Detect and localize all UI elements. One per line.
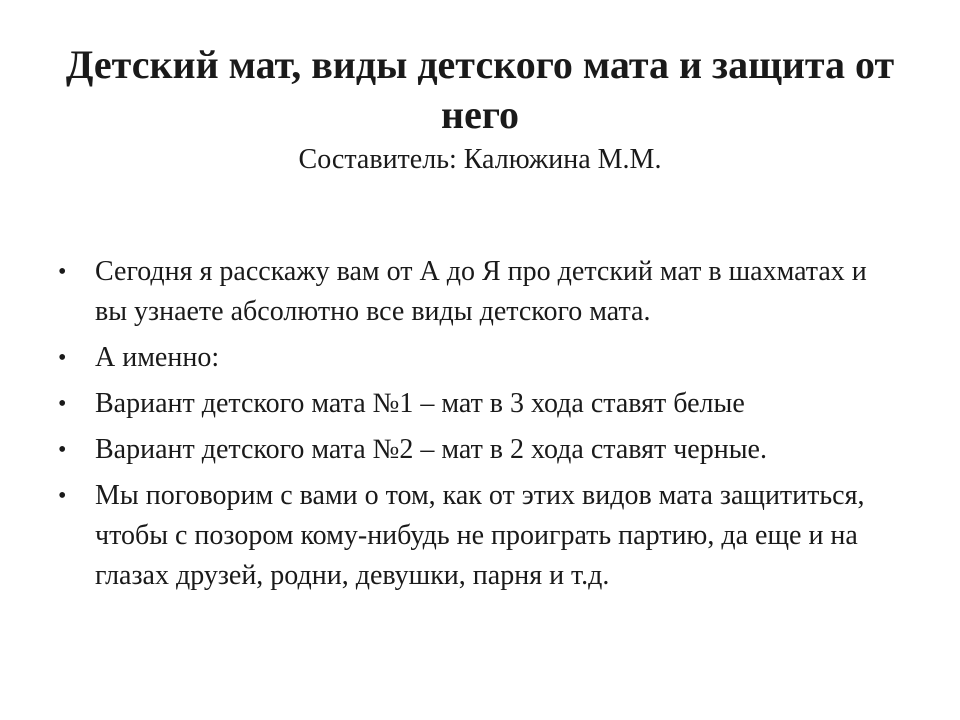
bullet-text: А именно:: [95, 342, 220, 373]
bullet-text: Вариант детского мата №2 – мат в 2 хода ставят черные.: [95, 434, 767, 465]
bullet-item: [58, 338, 878, 378]
bullet-icon: •: [58, 345, 67, 371]
title-block: [40, 40, 920, 180]
bullet-icon: •: [58, 437, 67, 463]
bullet-text: Мы поговорим с вами о том, как от этих видов мата защититься, чтобы с позором кому-нибудь не проиграть партию, да еще и на глазах друзей, родни, девушки, парня и т.д.: [95, 480, 865, 591]
bullet-item: [58, 252, 878, 332]
bullet-item: [58, 476, 878, 596]
bullet-text: Сегодня я расскажу вам от А до Я про детский мат в шахматах и вы узнаете абсолютно все виды детского мата.: [95, 256, 867, 327]
slide-subtitle: Составитель: Калюжина М.М.: [298, 144, 662, 175]
bullet-icon: •: [58, 391, 67, 417]
bullet-text: Вариант детского мата №1 – мат в 3 хода ставят белые: [95, 388, 745, 419]
bullet-icon: •: [58, 259, 67, 285]
bullet-list: [58, 252, 878, 602]
slide-title: Детский мат, виды детского мата и защита от него: [65, 42, 895, 137]
bullet-icon: •: [58, 483, 67, 509]
bullet-item: [58, 384, 878, 424]
bullet-item: [58, 430, 878, 470]
